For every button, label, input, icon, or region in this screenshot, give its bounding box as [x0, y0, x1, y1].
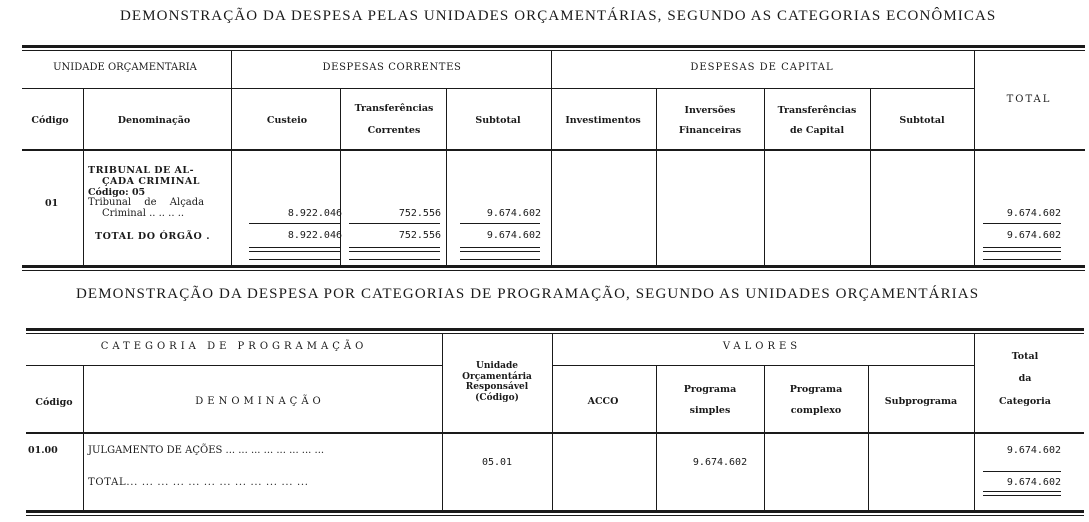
- table1-top-rule: [22, 45, 1085, 48]
- total-transf-correntes: 752.556: [398, 230, 441, 241]
- table2-top-rule: [26, 328, 1084, 331]
- custeio-value: 8.922.046: [287, 208, 342, 219]
- row2-unidade: 05.01: [481, 457, 513, 468]
- subtotal-capital-header: Subtotal: [899, 115, 945, 126]
- orgao-name: TRIBUNAL DE AL-: [88, 165, 195, 176]
- categoria-header: CATEGORIA DE PROGRAMAÇÃO: [100, 341, 368, 352]
- inversoes-header: Inversões: [684, 105, 736, 116]
- transf-capital-header: Transferências: [777, 105, 857, 116]
- total-value: 9.674.602: [1006, 208, 1061, 219]
- investimentos-header: Investimentos: [565, 115, 641, 126]
- subprograma-header: Subprograma: [884, 396, 958, 407]
- total-total: 9.674.602: [1006, 230, 1061, 241]
- total-custeio: 8.922.046: [287, 230, 342, 241]
- valores-header: VALORES: [722, 341, 802, 352]
- table2-header-rule: [26, 432, 1084, 434]
- table1-header-rule: [22, 149, 1085, 151]
- row2-prog-simples: 9.674.602: [692, 457, 748, 468]
- unit-name: Tribunal de Alçada: [88, 197, 205, 208]
- row2-denominacao: JULGAMENTO DE AÇÕES ... ... ... ... ... ... ... ...: [88, 445, 325, 456]
- table1-group-rule: [22, 88, 974, 89]
- total2-value: 9.674.602: [1006, 477, 1061, 488]
- unidade-orcamentaria-header: UNIDADE ORÇAMENTARIA: [53, 62, 197, 73]
- denominacao-header: Denominação: [117, 115, 191, 126]
- table2-bottom-rule: [26, 510, 1084, 513]
- codigo-header: Código: [31, 115, 69, 126]
- acco-header: ACCO: [587, 396, 619, 407]
- total-header: TOTAL: [1006, 94, 1052, 105]
- subtotal-value: 9.674.602: [486, 208, 541, 219]
- total-orgao-label: TOTAL DO ÓRGÃO .: [95, 231, 211, 242]
- despesas-correntes-header: DESPESAS CORRENTES: [322, 62, 462, 73]
- codigo2-header: Código: [35, 397, 73, 408]
- prog-complexo-header: Programa: [789, 384, 843, 395]
- transf-correntes-value: 752.556: [398, 208, 441, 219]
- orgao-code: Código: 05: [88, 187, 146, 198]
- table2-title: DEMONSTRAÇÃO DA DESPESA POR CATEGORIAS DE PROGRAMAÇÃO, SEGUNDO AS UNIDADES ORÇAMENTÁRIAS: [76, 286, 980, 302]
- transf-correntes-header: Transferências: [354, 103, 434, 114]
- custeio-header: Custeio: [266, 115, 308, 126]
- total-subtotal: 9.674.602: [486, 230, 541, 241]
- table1-bottom-rule: [22, 265, 1085, 268]
- total2-label: TOTAL... ... ... ... ... ... ... ... ... ... ... ...: [88, 477, 309, 488]
- unidade-header: Unidade: [476, 361, 518, 371]
- row-codigo: 01: [45, 198, 59, 209]
- denominacao2-header: DENOMINAÇÃO: [195, 396, 325, 407]
- row2-total: 9.674.602: [1006, 445, 1061, 456]
- table1-title: DEMONSTRAÇÃO DA DESPESA PELAS UNIDADES ORÇAMENTÁRIAS, SEGUNDO AS CATEGORIAS ECONÔMICAS: [120, 8, 997, 24]
- prog-simples-header: Programa: [683, 384, 737, 395]
- despesas-capital-header: DESPESAS DE CAPITAL: [690, 62, 834, 73]
- subtotal-correntes-header: Subtotal: [475, 115, 521, 126]
- row2-codigo: 01.00: [28, 445, 58, 456]
- total-categoria-header: Total: [1011, 351, 1039, 362]
